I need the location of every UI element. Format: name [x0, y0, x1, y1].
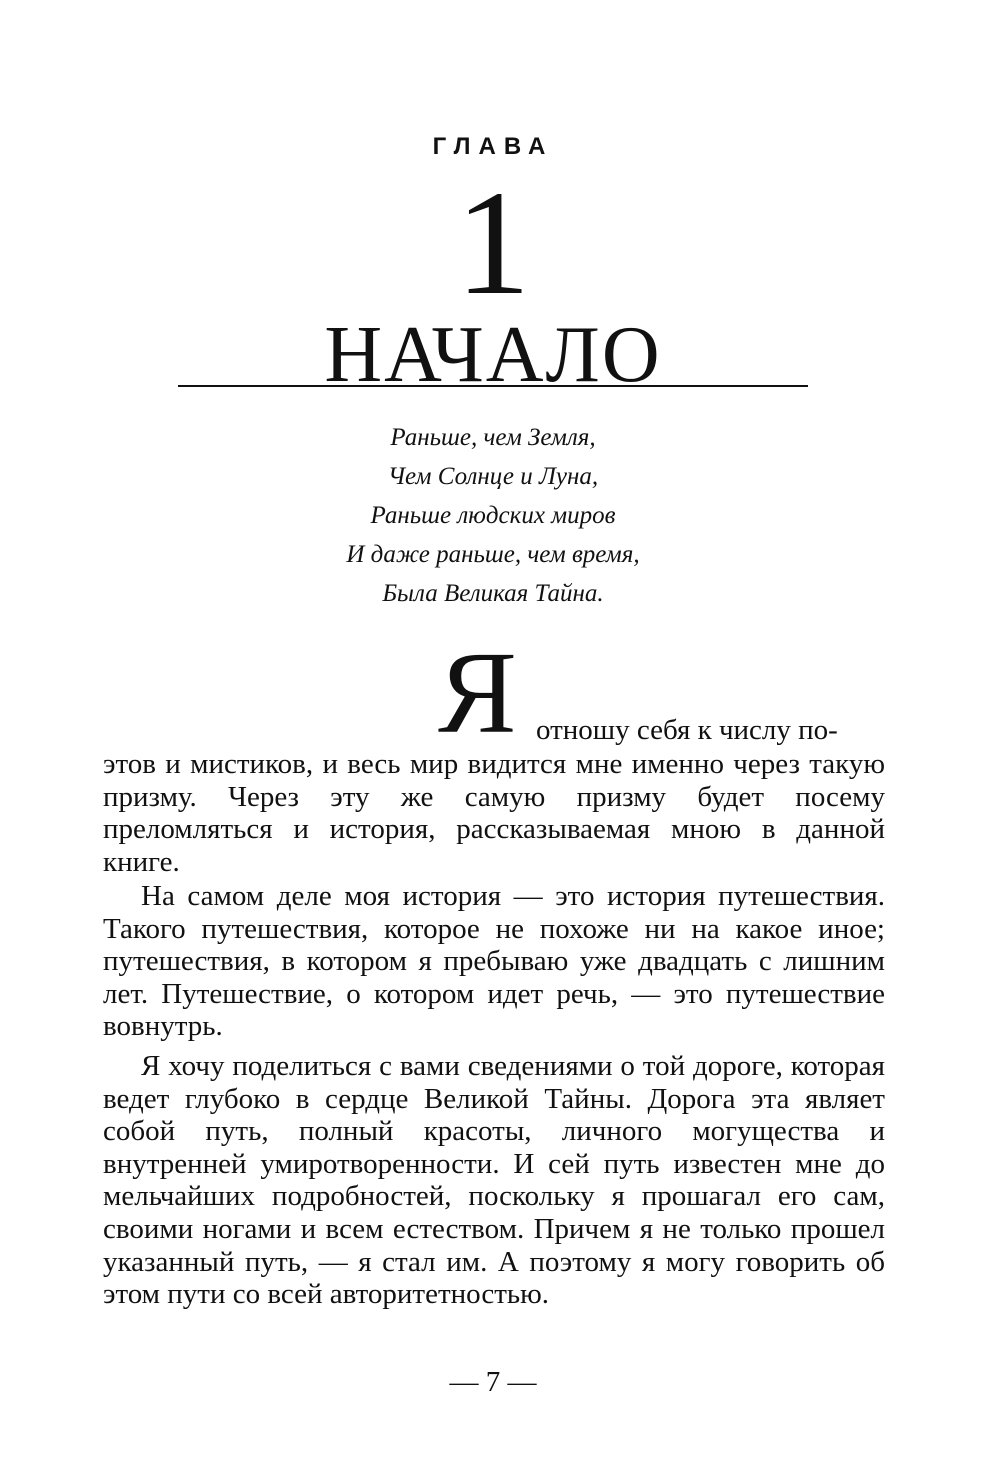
epigraph-line: Раньше людских миров: [370, 502, 616, 529]
epigraph-line: И даже раньше, чем время,: [346, 541, 640, 568]
chapter-title: НАЧАЛО: [324, 311, 662, 399]
drop-cap: Я: [438, 627, 517, 758]
page-number: — 7 —: [449, 1366, 537, 1398]
paragraph-3-text: Я хочу поделиться с вами сведениями о той дороге, которая ведет глубоко в сердце Великой Тайны. Дорога эта являет собой путь, полный красоты, личного могущества и внутренней умиротворенности. И сей путь известен мне до мельчайших подробностей, поскольку я прошагал его сам, своими ногами и всем естеством. Причем я не только прошел указанный путь, — я стал им. А поэтому я могу говорить об этом пути со всей авторитетностью.: [103, 1050, 885, 1311]
paragraph-3: [103, 1050, 885, 1311]
epigraph-line: Была Великая Тайна.: [382, 580, 604, 607]
paragraph-2: [103, 880, 885, 1043]
paragraph-first-line: отношу себя к числу по-: [536, 714, 838, 746]
paragraph-1: этов и мистиков, и весь мир видится мне именно через такую призму. Через эту же самую призму будет посему преломляться и история, рассказываемая мною в данной книге.: [103, 748, 885, 878]
epigraph: [0, 418, 986, 613]
chapter-number: 1: [455, 160, 531, 326]
chapter-label: ГЛАВА: [432, 133, 554, 160]
epigraph-line: Раньше, чем Земля,: [390, 424, 596, 451]
epigraph-line: Чем Солнце и Луна,: [387, 463, 599, 490]
paragraph-2-text: На самом деле моя история — это история путешествия. Такого путешествия, которое не похоже ни на какое иное; путешествия, в котором я пребываю уже двадцать с лишним лет. Путешествие, о котором идет речь, — это путешествие вовнутрь.: [103, 880, 885, 1043]
title-divider: [178, 385, 808, 387]
